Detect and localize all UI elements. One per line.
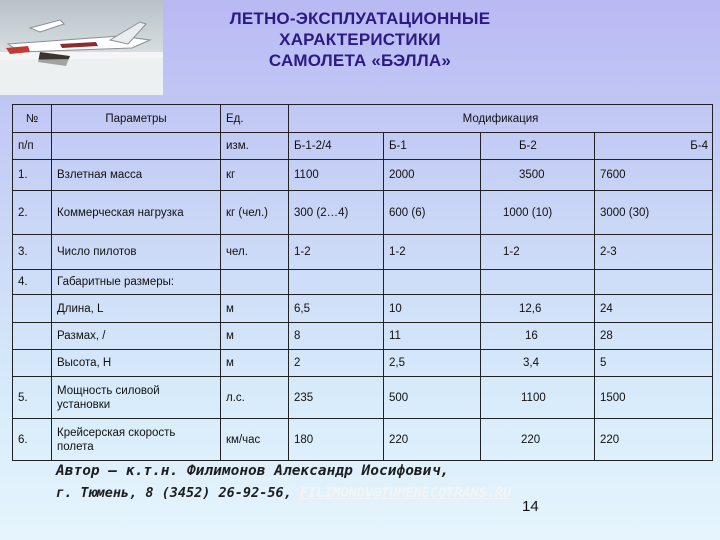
header-modification: Модификация [289,105,713,133]
row-value: 11 [384,323,481,350]
title-line-1: ЛЕТНО-ЭКСПЛУАТАЦИОННЫЕ [229,9,491,28]
table-header-row-2 [13,133,713,160]
row-param: Длина, L [52,295,221,323]
header-num-2: п/п [13,133,52,160]
row-num: 5. [13,377,52,419]
row-value: 1500 [595,377,713,419]
aircraft-photo [0,0,163,95]
header-mod-4: Б-4 [595,133,713,160]
row-value: 2000 [384,160,481,191]
row-value [481,270,595,295]
table-row [13,295,713,323]
table-row [13,191,713,235]
row-value: 2-3 [595,235,713,270]
row-value: 28 [595,323,713,350]
page-number: 14 [522,498,539,515]
address-text: г. Тюмень, 8 (3452) 26-92-56, [56,485,300,501]
row-param: Размах, / [52,323,221,350]
table-row [13,419,713,461]
title-line-2: ХАРАКТЕРИСТИКИ [279,30,441,49]
table-row [13,377,713,419]
row-num [13,350,52,377]
row-num [13,295,52,323]
row-value: 6,5 [289,295,384,323]
row-unit: м [221,295,289,323]
row-unit: м [221,323,289,350]
row-num: 6. [13,419,52,461]
row-value: 5 [595,350,713,377]
header-unit: Ед. [221,105,289,133]
row-param: Мощность силовой установки [52,377,221,419]
row-value: 220 [384,419,481,461]
row-unit: км/час [221,419,289,461]
header-params: Параметры [52,105,221,133]
row-value: 16 [481,323,595,350]
row-unit: кг (чел.) [221,191,289,235]
row-value: 12,6 [481,295,595,323]
row-num: 3. [13,235,52,270]
header-mod-3: Б-2 [481,133,595,160]
row-value: 1000 (10) [481,191,595,235]
header-num: № [13,105,52,133]
header-unit-2: изм. [221,133,289,160]
row-value: 8 [289,323,384,350]
row-unit: л.с. [221,377,289,419]
author-footer [56,460,696,504]
row-value: 3500 [481,160,595,191]
table-header-row-1 [13,105,713,133]
row-unit: кг [221,160,289,191]
row-value: 220 [595,419,713,461]
row-value: 600 (6) [384,191,481,235]
row-unit [221,270,289,295]
row-value: 24 [595,295,713,323]
row-value: 220 [481,419,595,461]
email-link[interactable]: FILIMONOV@TUMENECOTRANS.RU [299,485,512,501]
row-unit: м [221,350,289,377]
row-value: 180 [289,419,384,461]
header-mod-2: Б-1 [384,133,481,160]
row-value: 10 [384,295,481,323]
row-num [13,323,52,350]
title-line-3: САМОЛЕТА «БЭЛЛА» [268,51,452,70]
row-value [384,270,481,295]
row-value [595,270,713,295]
header-params-2 [52,133,221,160]
row-num: 2. [13,191,52,235]
row-value: 235 [289,377,384,419]
specifications-table [12,104,713,461]
row-value: 1-2 [289,235,384,270]
row-value: 3000 (30) [595,191,713,235]
row-value: 500 [384,377,481,419]
row-param: Крейсерская скорость полета [52,419,221,461]
address-line [56,482,696,504]
row-value: 1100 [289,160,384,191]
row-value: 1100 [481,377,595,419]
row-value: 1-2 [481,235,595,270]
author-line: Автор – к.т.н. Филимонов Александр Иосифович, [56,463,449,479]
row-param: Высота, H [52,350,221,377]
row-value: 300 (2…4) [289,191,384,235]
row-param: Габаритные размеры: [52,270,221,295]
row-param: Взлетная масса [52,160,221,191]
row-value [289,270,384,295]
row-unit: чел. [221,235,289,270]
row-num: 1. [13,160,52,191]
table-row [13,350,713,377]
header-mod-1: Б-1-2/4 [289,133,384,160]
row-value: 1-2 [384,235,481,270]
row-value: 2,5 [384,350,481,377]
row-num: 4. [13,270,52,295]
row-value: 7600 [595,160,713,191]
row-value: 2 [289,350,384,377]
page-title [170,8,550,71]
row-param: Число пилотов [52,235,221,270]
table-row [13,270,713,295]
row-param: Коммерческая нагрузка [52,191,221,235]
aircraft-icon [0,0,163,95]
row-value: 3,4 [481,350,595,377]
table-row [13,235,713,270]
table-row [13,160,713,191]
table-row [13,323,713,350]
